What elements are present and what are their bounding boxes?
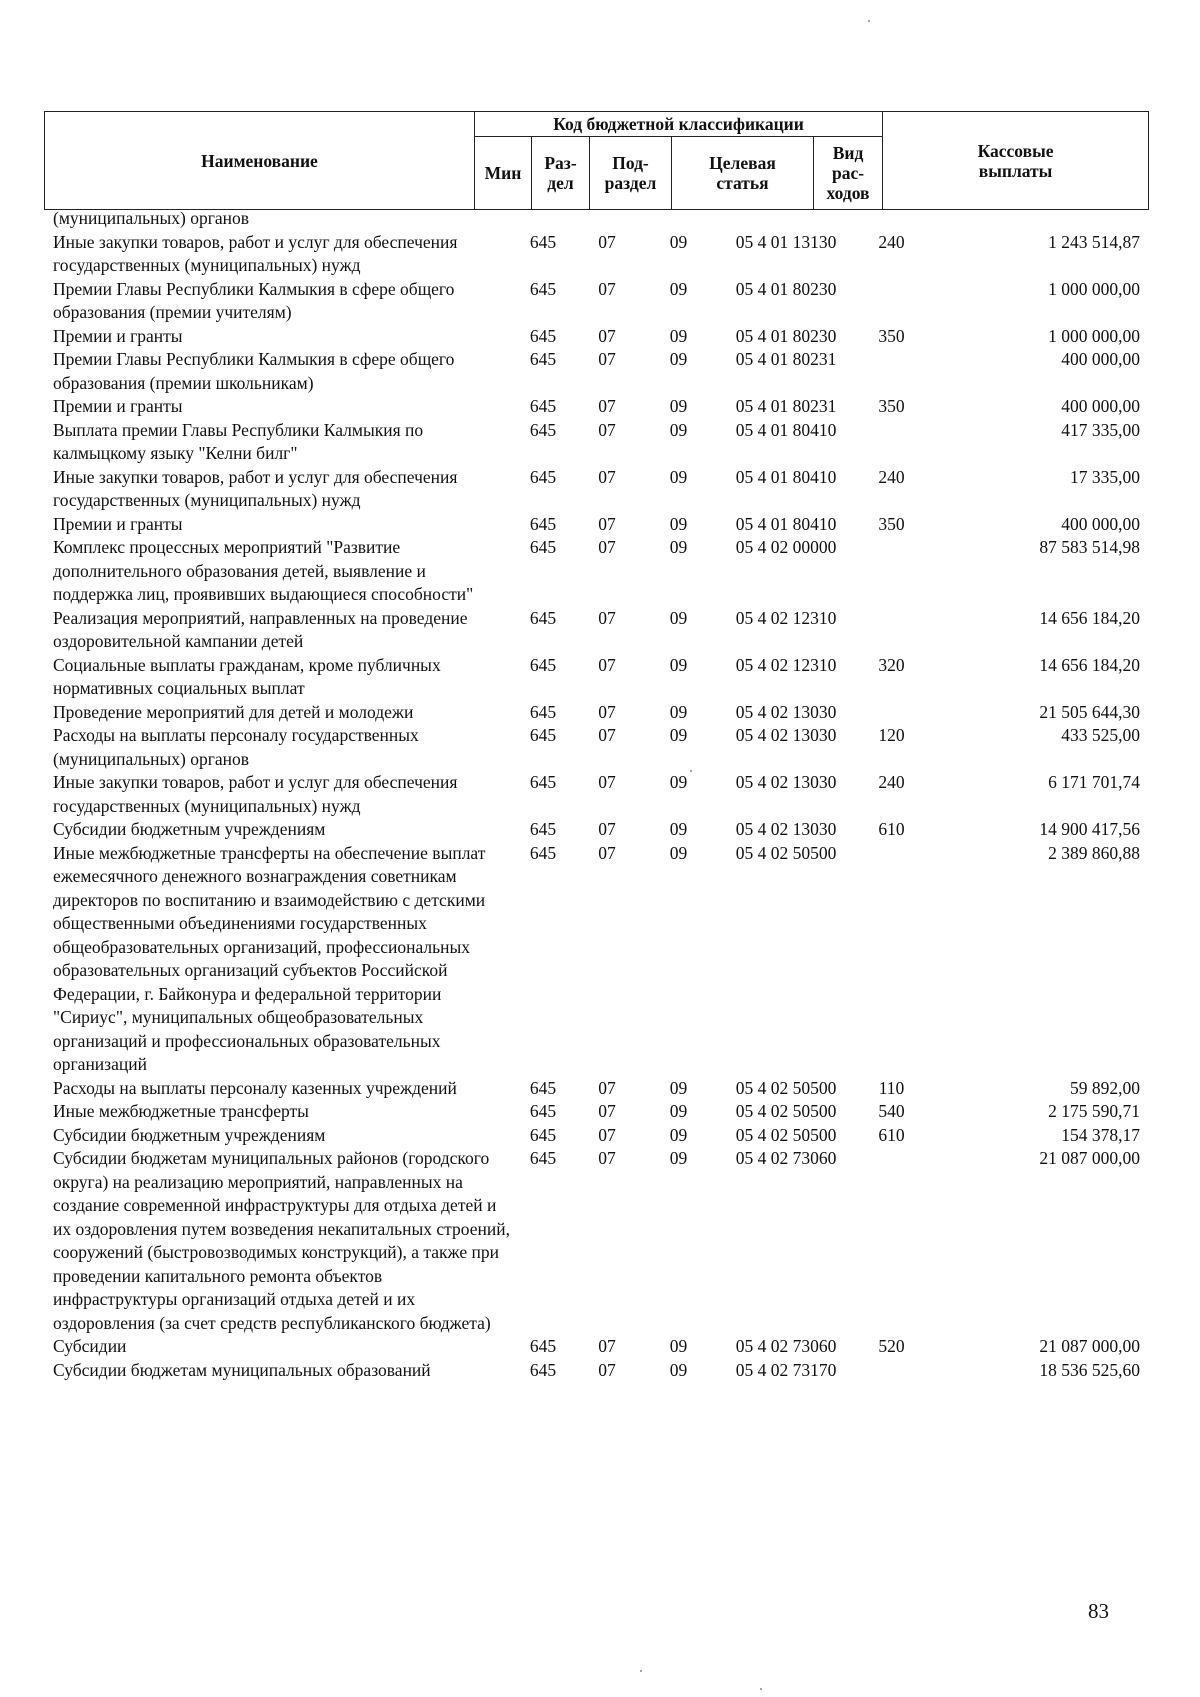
row-name: Премии Главы Республики Калмыкия в сфере общего образования (премии учителям) — [53, 278, 455, 322]
row-podrazdel: 09 — [669, 349, 688, 369]
row-target-article: 05 4 02 13030 — [735, 725, 837, 745]
row-razdel: 07 — [598, 349, 616, 369]
row-min: 645 — [529, 349, 557, 369]
table-row — [44, 818, 1148, 842]
row-name: Расходы на выплаты персоналу государственных (муниципальных) органов — [53, 725, 419, 769]
row-expense-type: 350 — [878, 396, 905, 416]
row-expense-type — [857, 278, 926, 325]
row-podrazdel: 09 — [669, 772, 688, 792]
row-razdel: 07 — [598, 701, 616, 722]
row-name: Иные закупки товаров, работ и услуг для обеспечения государственных (муниципальных) нужд — [53, 772, 458, 816]
header-razdel — [532, 137, 590, 210]
row-expense-type — [857, 536, 926, 607]
table-row — [44, 842, 1148, 1077]
row-podrazdel: 09 — [669, 725, 688, 745]
row-amount: 14 900 417,56 — [1039, 819, 1140, 839]
header-code-group: Код бюджетной классификации — [475, 112, 883, 137]
row-amount: 21 087 000,00 — [1039, 1148, 1140, 1168]
row-razdel: 07 — [598, 1077, 616, 1098]
row-name: Субсидии бюджетам муниципальных образований — [53, 1359, 431, 1380]
row-razdel: 07 — [598, 513, 616, 534]
table-row — [44, 1359, 1148, 1383]
row-min: 645 — [529, 725, 557, 745]
header-statya — [672, 137, 814, 210]
row-min: 645 — [529, 819, 557, 839]
row-name: Выплата премии Главы Республики Калмыкия по калмыцкому языку "Келни билг" — [53, 419, 424, 463]
scan-speck — [690, 770, 692, 772]
scan-speck — [640, 1670, 642, 1672]
row-amount: 87 583 514,98 — [1039, 537, 1140, 557]
row-amount: 1 000 000,00 — [1048, 325, 1140, 346]
row-name: Иные межбюджетные трансферты на обеспечение выплат ежемесячного денежного вознаграждения советникам директоров по воспитанию и взаимодействию с детскими общественными объединениями государственных общеобразовательных организаций, профессиональных образовательных организаций субъектов Российской Федерации, г. Байконура и федеральной территории "Сириус", муниципальных общеобразовательных организаций и профессиональных образовательных организаций — [53, 842, 486, 1074]
row-target-article: 05 4 02 12310 — [735, 607, 837, 628]
row-name: Субсидии бюджетам муниципальных районов (городского округа) на реализацию мероприятий, направленных на создание современной инфраструктуры для отдыха детей и их оздоровления путем возведения некапитальных строений, сооружений (быстровозводимых конструкций), а также при проведении капитального ремонта объектов инфраструктуры организаций отдыха детей и их оздоровления (за счет средств республиканского бюджета) — [53, 1148, 510, 1333]
row-podrazdel: 09 — [669, 1077, 688, 1098]
table-row — [44, 395, 1148, 419]
row-podrazdel: 09 — [669, 1359, 688, 1380]
row-target-article: 05 4 01 80410 — [735, 466, 837, 487]
row-expense-type — [857, 701, 926, 725]
row-name: Реализация мероприятий, направленных на проведение оздоровительной кампании детей — [53, 607, 468, 651]
table-row — [44, 701, 1148, 725]
row-target-article: 05 4 02 73060 — [735, 1336, 837, 1356]
row-razdel: 07 — [598, 325, 616, 346]
row-min: 645 — [529, 607, 557, 628]
table-row — [44, 466, 1148, 513]
row-razdel: 07 — [598, 1124, 616, 1145]
header-razdel-label: Раз- дел — [544, 153, 577, 193]
row-razdel: 07 — [598, 607, 616, 628]
row-amount: 154 378,17 — [1061, 1124, 1140, 1145]
row-expense-type: 610 — [878, 819, 905, 839]
row-amount: 21 505 644,30 — [1039, 701, 1140, 722]
header-amount — [883, 112, 1149, 210]
row-name: Субсидии — [53, 1336, 127, 1356]
row-min: 645 — [529, 1148, 557, 1168]
row-razdel: 07 — [598, 842, 616, 863]
row-podrazdel: 09 — [669, 1148, 688, 1168]
header-podrazdel — [590, 137, 672, 210]
row-min: 645 — [529, 231, 557, 252]
row-expense-type — [857, 1359, 926, 1383]
table-row — [44, 1100, 1148, 1124]
row-amount: 14 656 184,20 — [1039, 607, 1140, 628]
row-target-article: 05 4 01 80231 — [735, 349, 837, 369]
row-target-article: 05 4 02 13030 — [735, 701, 837, 722]
row-name: (муниципальных) органов — [53, 208, 250, 228]
header-podrazdel-label: Под- раздел — [604, 153, 657, 193]
header-vid — [814, 137, 883, 210]
row-name: Проведение мероприятий для детей и молодежи — [53, 701, 414, 722]
row-podrazdel: 09 — [669, 396, 688, 416]
row-razdel: 07 — [598, 396, 616, 416]
row-expense-type: 540 — [878, 1101, 905, 1121]
row-razdel: 07 — [598, 231, 616, 252]
row-expense-type: 350 — [878, 325, 905, 346]
row-target-article: 05 4 02 13030 — [735, 819, 837, 839]
row-target-article: 05 4 02 50500 — [735, 1077, 837, 1098]
row-amount: 400 000,00 — [1061, 396, 1140, 416]
row-target-article: 05 4 01 80230 — [735, 278, 837, 299]
row-min: 645 — [529, 1077, 557, 1098]
table-row — [44, 325, 1148, 349]
row-podrazdel: 09 — [669, 842, 688, 863]
row-min: 645 — [529, 513, 557, 534]
row-expense-type: 240 — [878, 772, 905, 792]
row-min: 645 — [529, 1359, 557, 1380]
row-expense-type: 110 — [878, 1077, 905, 1098]
row-name: Расходы на выплаты персоналу казенных учреждений — [53, 1077, 457, 1098]
row-amount: 417 335,00 — [1061, 419, 1140, 440]
row-min: 645 — [529, 537, 557, 557]
row-min: 645 — [529, 396, 557, 416]
row-razdel: 07 — [598, 772, 616, 792]
row-expense-type: 240 — [878, 466, 905, 487]
header-statya-label: Целевая статья — [709, 153, 776, 193]
row-expense-type: 610 — [878, 1124, 905, 1145]
table-row — [44, 1077, 1148, 1101]
row-name: Премии и гранты — [53, 396, 183, 416]
row-amount — [926, 207, 1148, 231]
table-row — [44, 348, 1148, 395]
row-target-article: 05 4 02 73170 — [735, 1359, 837, 1380]
row-target-article: 05 4 01 13130 — [735, 231, 837, 252]
row-target-article: 05 4 01 80410 — [735, 419, 837, 440]
row-podrazdel: 09 — [669, 701, 688, 722]
table-row — [44, 278, 1148, 325]
row-expense-type: 320 — [878, 654, 905, 675]
row-min: 645 — [529, 701, 557, 722]
row-expense-type: 240 — [878, 231, 905, 252]
table-row — [44, 1335, 1148, 1359]
row-target-article: 05 4 02 50500 — [735, 1101, 837, 1121]
row-name: Премии Главы Республики Калмыкия в сфере общего образования (премии школьникам) — [53, 349, 455, 393]
row-podrazdel: 09 — [669, 819, 688, 839]
row-amount: 17 335,00 — [1070, 466, 1140, 487]
budget-table — [44, 207, 1148, 1382]
row-amount: 2 389 860,88 — [1048, 842, 1140, 863]
row-name: Субсидии бюджетным учреждениям — [53, 819, 326, 839]
row-target-article: 05 4 02 13030 — [735, 772, 837, 792]
row-razdel: 07 — [598, 1336, 616, 1356]
row-expense-type — [857, 1147, 926, 1335]
row-razdel: 07 — [598, 419, 616, 440]
row-expense-type — [857, 419, 926, 466]
row-expense-type — [857, 207, 926, 231]
row-razdel: 07 — [598, 1101, 616, 1121]
row-name: Премии и гранты — [53, 325, 183, 346]
row-razdel: 07 — [598, 654, 616, 675]
row-podrazdel: 09 — [669, 607, 688, 628]
row-name: Иные межбюджетные трансферты — [53, 1101, 309, 1121]
row-name: Социальные выплаты гражданам, кроме публичных нормативных социальных выплат — [53, 654, 441, 698]
row-amount: 59 892,00 — [1070, 1077, 1140, 1098]
row-target-article: 05 4 01 80231 — [735, 396, 837, 416]
row-min: 645 — [529, 654, 557, 675]
row-podrazdel: 09 — [669, 325, 688, 346]
row-amount: 1 243 514,87 — [1048, 231, 1140, 252]
row-amount: 433 525,00 — [1061, 725, 1140, 745]
table-row — [44, 654, 1148, 701]
row-amount: 6 171 701,74 — [1048, 772, 1140, 792]
row-target-article: 05 4 02 73060 — [735, 1148, 837, 1168]
table-row — [44, 1124, 1148, 1148]
row-podrazdel: 09 — [669, 278, 688, 299]
table-header — [44, 111, 1149, 210]
row-expense-type — [857, 348, 926, 395]
row-min: 645 — [529, 278, 557, 299]
row-razdel: 07 — [598, 819, 616, 839]
row-expense-type: 120 — [878, 725, 905, 745]
row-podrazdel: 09 — [669, 1336, 688, 1356]
row-podrazdel: 09 — [669, 513, 688, 534]
row-expense-type: 520 — [878, 1336, 905, 1356]
scan-speck — [760, 1688, 762, 1690]
row-target-article: 05 4 02 50500 — [735, 1124, 837, 1145]
row-amount: 21 087 000,00 — [1039, 1336, 1140, 1356]
row-name: Субсидии бюджетным учреждениям — [53, 1124, 326, 1145]
row-podrazdel: 09 — [669, 1124, 688, 1145]
row-podrazdel: 09 — [669, 419, 688, 440]
row-expense-type — [857, 607, 926, 654]
row-podrazdel — [642, 207, 715, 231]
row-amount: 400 000,00 — [1061, 349, 1140, 369]
row-podrazdel: 09 — [669, 537, 688, 557]
row-min: 645 — [529, 1101, 557, 1121]
row-min: 645 — [529, 1336, 557, 1356]
row-amount: 400 000,00 — [1061, 513, 1140, 534]
row-min: 645 — [529, 772, 557, 792]
row-target-article: 05 4 01 80410 — [735, 513, 837, 534]
table-row — [44, 207, 1148, 231]
row-razdel: 07 — [598, 725, 616, 745]
row-razdel: 07 — [598, 466, 616, 487]
row-razdel: 07 — [598, 278, 616, 299]
row-amount: 14 656 184,20 — [1039, 654, 1140, 675]
header-amount-label: Кассовые выплаты — [977, 140, 1054, 181]
row-min: 645 — [529, 466, 557, 487]
row-name: Комплекс процессных мероприятий "Развитие дополнительного образования детей, выявление и поддержка лиц, проявивших выдающиеся способности" — [53, 537, 474, 604]
row-razdel — [572, 207, 642, 231]
table-row — [44, 1147, 1148, 1335]
row-target-article: 05 4 01 80230 — [735, 325, 837, 346]
row-name: Премии и гранты — [53, 513, 183, 534]
table-row — [44, 607, 1148, 654]
table-row — [44, 231, 1148, 278]
row-podrazdel: 09 — [669, 1101, 688, 1121]
row-name: Иные закупки товаров, работ и услуг для обеспечения государственных (муниципальных) нужд — [53, 466, 458, 510]
table-row — [44, 724, 1148, 771]
table-row — [44, 513, 1148, 537]
row-target-article: 05 4 02 50500 — [735, 842, 837, 863]
row-podrazdel: 09 — [669, 231, 688, 252]
row-target-article: 05 4 02 00000 — [735, 537, 837, 557]
row-min: 645 — [529, 842, 557, 863]
header-name: Наименование — [45, 112, 475, 210]
table-body — [44, 207, 1148, 1382]
row-amount: 1 000 000,00 — [1048, 278, 1140, 299]
table-row — [44, 419, 1148, 466]
page-number: 83 — [1088, 1599, 1109, 1623]
row-podrazdel: 09 — [669, 466, 688, 487]
row-razdel: 07 — [598, 1359, 616, 1380]
row-expense-type: 350 — [878, 513, 905, 534]
table-row — [44, 771, 1148, 818]
row-podrazdel: 09 — [669, 654, 688, 675]
row-amount: 2 175 590,71 — [1048, 1101, 1140, 1121]
row-name: Иные закупки товаров, работ и услуг для обеспечения государственных (муниципальных) нужд — [53, 231, 458, 275]
row-min: 645 — [529, 325, 557, 346]
row-amount: 18 536 525,60 — [1039, 1359, 1140, 1380]
row-min — [514, 207, 572, 231]
scan-speck — [868, 20, 870, 22]
row-razdel: 07 — [598, 1148, 616, 1168]
row-target-article — [715, 207, 857, 231]
table-row — [44, 536, 1148, 607]
row-min: 645 — [529, 1124, 557, 1145]
row-expense-type — [857, 842, 926, 1077]
header-min: Мин — [475, 137, 532, 210]
row-min: 645 — [529, 419, 557, 440]
row-razdel: 07 — [598, 537, 616, 557]
row-target-article: 05 4 02 12310 — [735, 654, 837, 675]
header-vid-label: Вид рас- ходов — [826, 143, 870, 203]
